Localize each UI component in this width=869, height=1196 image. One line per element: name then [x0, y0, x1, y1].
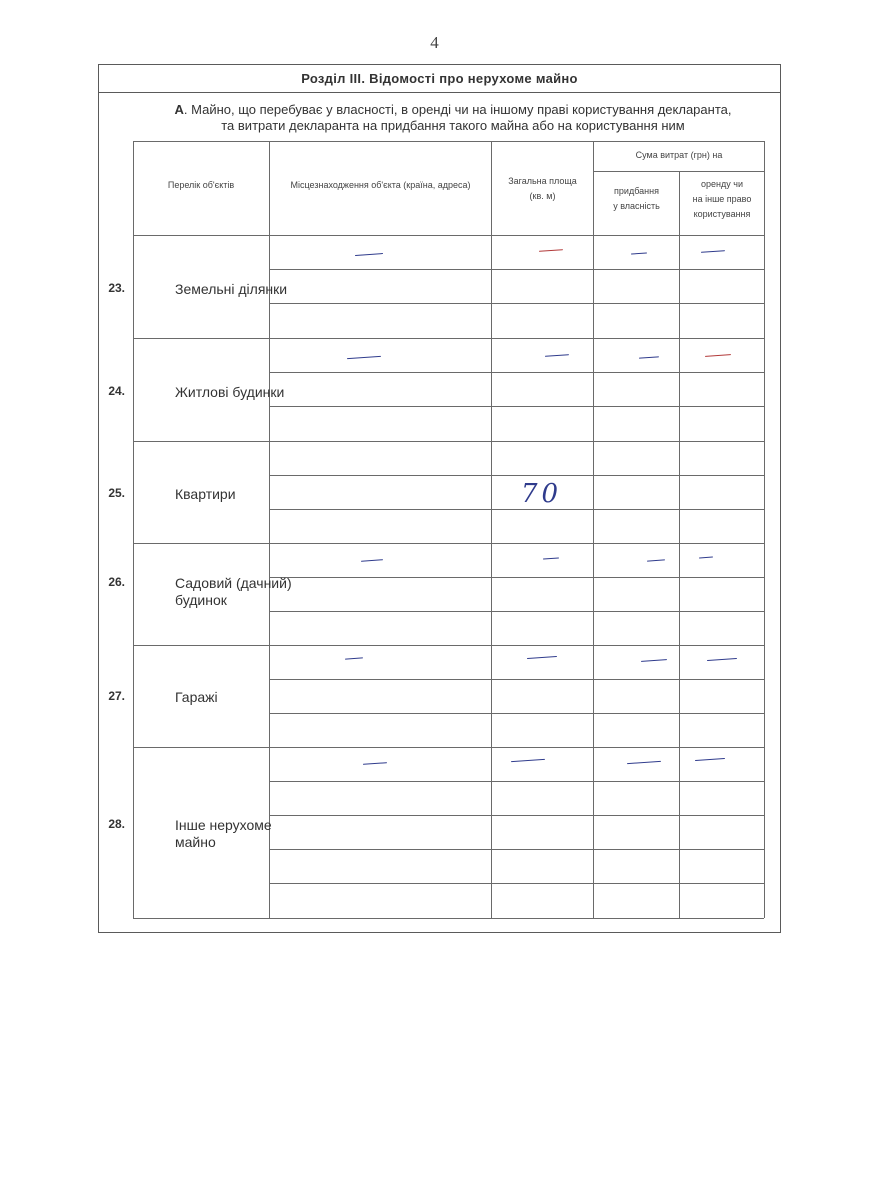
- header-purchase-line-1: придбання: [614, 186, 659, 196]
- row-label-line-1: Садовий (дачний): [175, 575, 292, 591]
- subsection-heading: [133, 102, 773, 134]
- header-rent-line-1: оренду чи: [701, 179, 743, 189]
- row-label-line-1: Інше нерухоме: [175, 817, 272, 833]
- handwritten-dash: [363, 762, 387, 765]
- handwritten-dash: [701, 250, 725, 253]
- page-number: 4: [430, 33, 439, 52]
- handwritten-dash: [695, 758, 725, 761]
- handwritten-dash: [707, 658, 737, 661]
- row-number: 23.: [108, 281, 125, 295]
- row-number: 26.: [108, 575, 125, 589]
- section-title: Розділ ІІІ. Відомості про нерухоме майно: [99, 65, 780, 93]
- header-area-line-1: Загальна площа: [508, 176, 577, 186]
- handwritten-dash: [699, 557, 713, 559]
- header-area: [492, 174, 593, 204]
- header-rent-line-2: на інше право: [692, 194, 752, 204]
- row-label-line-2: майно: [175, 834, 216, 850]
- row-number: 27.: [108, 689, 125, 703]
- subsection-line-1: . Майно, що перебуває у власності, в оренді чи на іншому праві користування декларанта,: [183, 102, 732, 117]
- header-rent-line-3: користування: [693, 209, 751, 219]
- header-expenses: Сума витрат (грн) на: [635, 150, 723, 160]
- handwritten-dash: [647, 559, 665, 562]
- handwritten-dash: [345, 657, 363, 660]
- row-label-land: Земельні ділянки: [175, 281, 288, 297]
- property-table: [108, 141, 764, 918]
- handwritten-dash: [631, 252, 647, 255]
- handwritten-dash: [543, 557, 559, 560]
- header-objects: Перелік об'єктів: [167, 180, 235, 190]
- handwritten-dash: [361, 559, 383, 562]
- row-number: 25.: [108, 486, 125, 500]
- section-frame: [98, 64, 781, 933]
- row-label-houses: Житлові будинки: [175, 384, 285, 400]
- row-number: 28.: [108, 817, 125, 831]
- handwritten-dash: [355, 253, 383, 256]
- row-label-garages: Гаражі: [175, 689, 218, 705]
- handwritten-dash: [527, 656, 557, 659]
- row-label-other-property: [175, 817, 299, 851]
- header-area-line-2: (кв. м): [529, 191, 556, 201]
- header-location: Місцезнаходження об'єкта (країна, адреса): [290, 180, 471, 190]
- row-label-garden-house: [175, 575, 299, 609]
- handwritten-dash: [641, 659, 667, 662]
- header-purchase-line-2: у власність: [613, 201, 660, 211]
- subsection-line-2: та витрати декларанта на придбання такого майна або на користування ним: [221, 118, 685, 133]
- handwritten-dash: [347, 356, 381, 360]
- handwritten-dash: [511, 759, 545, 763]
- handwritten-dash: [539, 249, 563, 252]
- handwritten-area-value: 70: [521, 479, 563, 509]
- row-label-line-2: будинок: [175, 592, 227, 608]
- subsection-letter: А: [174, 102, 184, 117]
- header-rent: [680, 177, 764, 222]
- header-purchase: [594, 184, 679, 214]
- handwritten-dash: [639, 356, 659, 359]
- handwritten-dash: [545, 354, 569, 357]
- handwritten-dash: [627, 761, 661, 765]
- handwritten-dash: [705, 354, 731, 357]
- row-label-apartments: Квартири: [175, 486, 236, 502]
- row-number: 24.: [108, 384, 125, 398]
